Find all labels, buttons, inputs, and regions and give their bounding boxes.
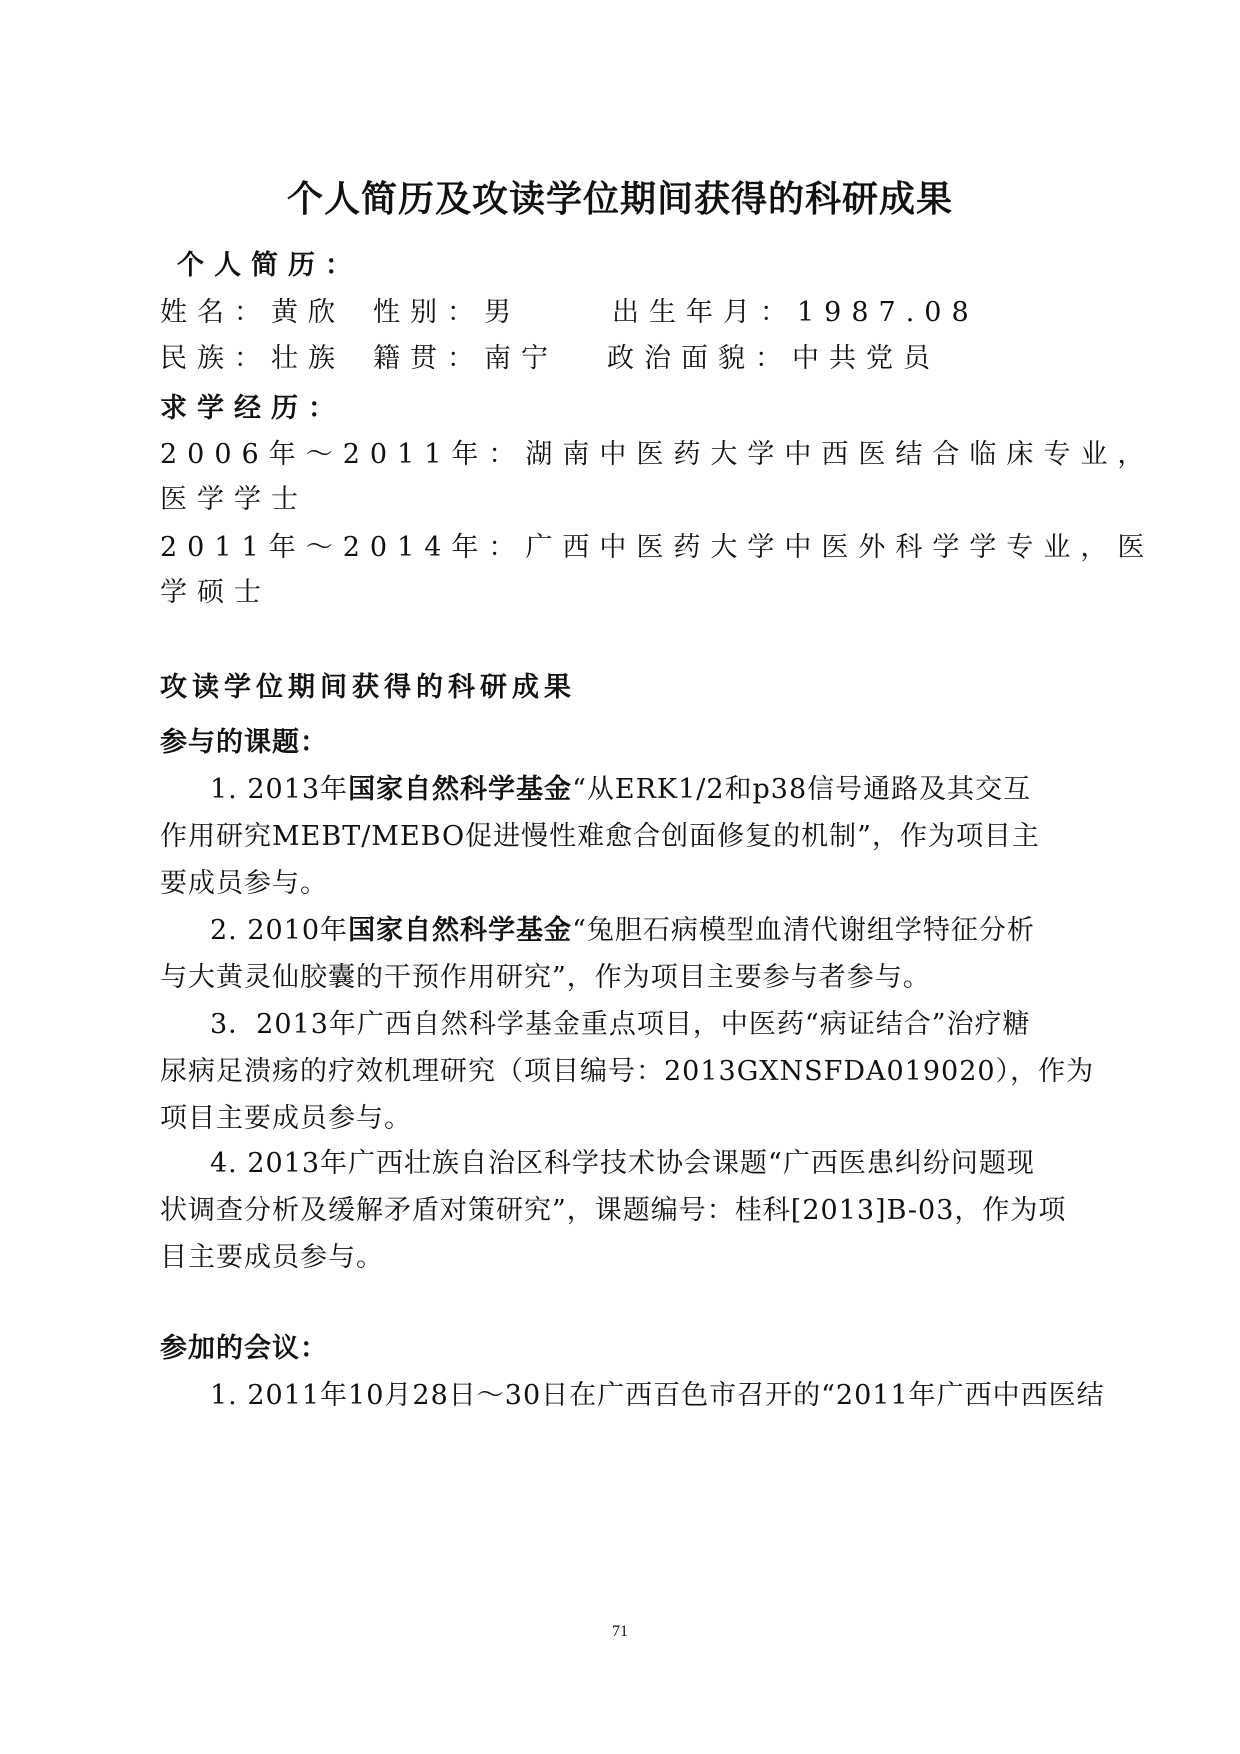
education-entry-1-line-2: 医学学士 — [160, 484, 308, 515]
achievements-heading: 攻读学位期间获得的科研成果 — [160, 672, 576, 703]
page-title: 个人简历及攻读学位期间获得的科研成果 — [286, 178, 953, 220]
project-1-prefix: 1. 2013年 — [210, 774, 349, 805]
project-1-line-2: 作用研究MEBT/MEBO促进慢性难愈合创面修复的机制”，作为项目主 — [160, 821, 1040, 852]
project-4-line-3: 目主要成员参与。 — [160, 1242, 384, 1273]
ethnicity-field: 民族：壮族 — [160, 343, 345, 374]
project-1-line-3: 要成员参与。 — [160, 868, 328, 899]
page-number: 71 — [612, 1623, 628, 1640]
project-3-line-2: 尿病足溃疡的疗效机理研究（项目编号：2013GXNSFDA019020），作为 — [160, 1056, 1095, 1087]
project-1-fund: 国家自然科学基金 — [348, 774, 573, 805]
project-3-line-1: 3．2013年广西自然科学基金重点项目，中医药“病证结合”治疗糖 — [210, 1009, 1031, 1040]
education-heading: 求学经历： — [160, 393, 345, 424]
politics-field: 政治面貌：中共党员 — [607, 343, 940, 374]
birth-field: 出生年月：1987.08 — [612, 297, 979, 328]
project-1-line-1 — [210, 772, 1031, 808]
meetings-heading: 参加的会议： — [160, 1333, 328, 1364]
projects-heading: 参与的课题： — [160, 727, 328, 758]
project-2-topic: “兔胆石病模型血清代谢组学特征分析 — [572, 915, 1035, 946]
project-4-line-1: 4. 2013年广西壮族自治区科学技术协会课题“广西医患纠纷问题现 — [210, 1148, 1035, 1179]
education-entry-2-line-2: 学硕士 — [160, 577, 271, 608]
project-2-line-1 — [210, 913, 1035, 949]
meeting-1-line-1: 1. 2011年10月28日～30日在广西百色市召开的“2011年广西中西医结 — [210, 1380, 1105, 1411]
project-4-line-2: 状调查分析及缓解矛盾对策研究”，课题编号：桂科[2013]B-03，作为项 — [160, 1195, 1067, 1226]
education-entry-2-line-1: 2011年～2014年：广西中医药大学中医外科学学专业，医 — [160, 532, 1155, 563]
origin-field: 籍贯：南宁 — [373, 343, 558, 374]
project-2-prefix: 2. 2010年 — [210, 915, 349, 946]
gender-field: 性别：男 — [373, 297, 521, 328]
education-entry-1-line-1: 2006年～2011年：湖南中医药大学中西医结合临床专业， — [160, 439, 1155, 470]
project-2-fund: 国家自然科学基金 — [348, 915, 573, 946]
project-1-topic: “从ERK1/2和p38信号通路及其交互 — [572, 774, 1032, 805]
project-3-line-3: 项目主要成员参与。 — [160, 1103, 412, 1134]
project-2-line-2: 与大黄灵仙胶囊的干预作用研究”，作为项目主要参与者参与。 — [160, 962, 931, 993]
resume-heading: 个人简历： — [177, 250, 362, 281]
name-field: 姓名：黄欣 — [160, 297, 345, 328]
